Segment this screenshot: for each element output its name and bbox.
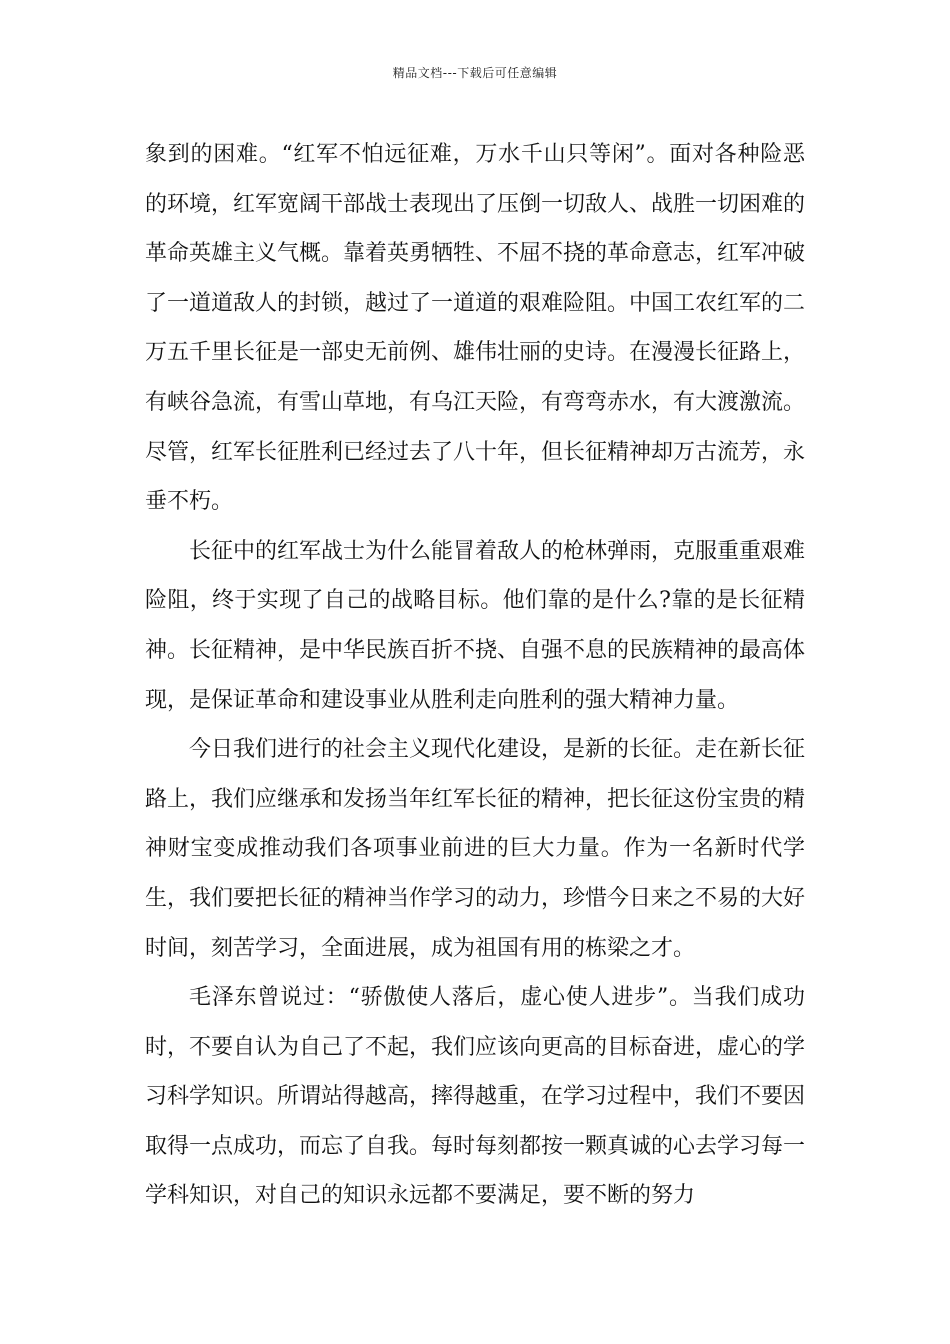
- paragraph: 今日我们进行的社会主义现代化建设，是新的长征。走在新长征路上，我们应继承和发扬当年红军长征的精神，把长征这份宝贵的精神财宝变成推动我们各项事业前进的巨大力量。作为一名新时代学生，我们要把长征的精神当作学习的动力，珍惜今日来之不易的大好时间，刻苦学习，全面进展，成为祖国有用的栋梁之才。: [145, 737, 806, 961]
- paragraph-continuation: 象到的困难。“红军不怕远征难，万水千山只等闲”。面对各种险恶的环境，红军宽阔干部战士表现出了压倒一切敌人、战胜一切困难的革命英雄主义气概。靠着英勇牺牲、不屈不挠的革命意志，红军冲破了一道道敌人的封锁，越过了一道道的艰难险阻。中国工农红军的二万五千里长征是一部史无前例、雄伟壮丽的史诗。在漫漫长征路上，有峡谷急流，有雪山草地，有乌江天险，有弯弯赤水，有大渡激流。尽管，红军长征胜利已经过去了八十年，但长征精神却万古流芳，永垂不朽。: [145, 142, 806, 515]
- page-header: 精品文档---下载后可任意编辑: [392, 66, 558, 80]
- paragraph: 毛泽东曾说过：“骄傲使人落后，虚心使人进步”。当我们成功时，不要自认为自己了不起，我们应该向更高的目标奋进，虚心的学习科学知识。所谓站得越高，摔得越重，在学习过程中，我们不要因取得一点成功，而忘了自我。每时每刻都按一颗真诚的心去学习每一学科知识，对自己的知识永远都不要满足，要不断的努力: [145, 985, 806, 1209]
- document-body: [145, 130, 805, 1221]
- paragraph: 长征中的红军战士为什么能冒着敌人的枪林弹雨，克服重重艰难险阻，终于实现了自己的战略目标。他们靠的是什么?靠的是长征精神。长征精神，是中华民族百折不挠、自强不息的民族精神的最高体现，是保证革命和建设事业从胜利走向胜利的强大精神力量。: [145, 538, 806, 713]
